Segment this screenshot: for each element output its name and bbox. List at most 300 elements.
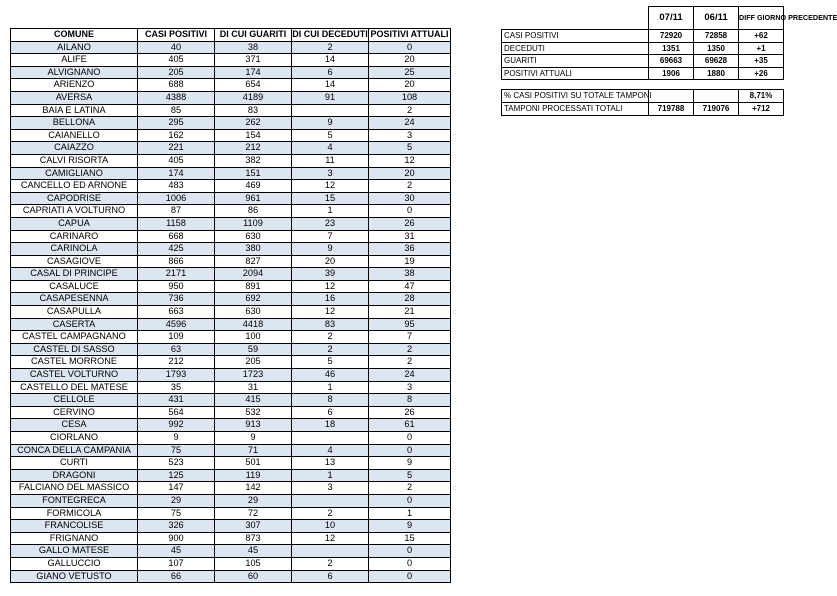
guariti-cell: 72 [215, 507, 292, 520]
guariti-cell: 174 [215, 66, 292, 79]
table-row [11, 91, 451, 104]
casi-positivi-cell: 295 [138, 117, 215, 130]
summary-row [502, 102, 784, 115]
casi-positivi-cell: 866 [138, 255, 215, 268]
table-row [11, 54, 451, 67]
deceduti-cell: 4 [292, 142, 369, 155]
casi-positivi-cell: 107 [138, 557, 215, 570]
table-row [11, 406, 451, 419]
summary-spacer-cell [694, 80, 739, 90]
summary-spacer-cell [739, 80, 784, 90]
table-row [11, 66, 451, 79]
casi-positivi-cell: 147 [138, 482, 215, 495]
table-row [11, 356, 451, 369]
casi-positivi-cell: 405 [138, 154, 215, 167]
guariti-cell: 29 [215, 494, 292, 507]
summary-table [501, 6, 837, 116]
summary-row [502, 55, 784, 68]
casi-positivi-cell: 85 [138, 104, 215, 117]
table-row [11, 432, 451, 445]
positivi-attuali-cell: 2 [369, 104, 451, 117]
table-row [11, 104, 451, 117]
table-row [11, 482, 451, 495]
casi-positivi-cell: 75 [138, 507, 215, 520]
deceduti-cell: 12 [292, 532, 369, 545]
guariti-cell: 38 [215, 41, 292, 54]
casi-positivi-cell: 66 [138, 570, 215, 583]
table-row [11, 154, 451, 167]
deceduti-cell: 1 [292, 205, 369, 218]
positivi-attuali-cell: 2 [369, 482, 451, 495]
summary-spacer-row [502, 80, 784, 90]
guariti-cell: 2094 [215, 268, 292, 281]
summary-value: +35 [739, 55, 784, 68]
positivi-attuali-cell: 36 [369, 243, 451, 256]
summary-value: 719076 [694, 102, 739, 115]
summary-spacer-cell [649, 80, 694, 90]
casi-positivi-cell: 663 [138, 306, 215, 319]
table-row [11, 255, 451, 268]
comune-cell: FALCIANO DEL MASSICO [11, 482, 138, 495]
positivi-attuali-cell: 28 [369, 293, 451, 306]
table-row [11, 243, 451, 256]
deceduti-cell: 10 [292, 520, 369, 533]
table-row [11, 268, 451, 281]
comuni-table [10, 28, 451, 583]
summary-row [502, 90, 784, 103]
deceduti-cell: 6 [292, 406, 369, 419]
comune-cell: BELLONA [11, 117, 138, 130]
comune-cell: CAMIGLIANO [11, 167, 138, 180]
comune-cell: CANCELLO ED ARNONE [11, 180, 138, 193]
deceduti-cell: 18 [292, 419, 369, 432]
deceduti-cell [292, 104, 369, 117]
header-deceduti: DI CUI DECEDUTI [292, 29, 369, 42]
summary-row [502, 30, 784, 43]
comune-cell: CASAPESENNA [11, 293, 138, 306]
guariti-cell: 119 [215, 469, 292, 482]
summary-value [694, 90, 739, 103]
comune-cell: CASAGIOVE [11, 255, 138, 268]
positivi-attuali-cell: 2 [369, 356, 451, 369]
deceduti-cell: 6 [292, 66, 369, 79]
table-row [11, 180, 451, 193]
positivi-attuali-cell: 0 [369, 494, 451, 507]
positivi-attuali-cell: 15 [369, 532, 451, 545]
table-row [11, 230, 451, 243]
positivi-attuali-cell: 19 [369, 255, 451, 268]
summary-row [502, 67, 784, 80]
casi-positivi-cell: 221 [138, 142, 215, 155]
casi-positivi-cell: 212 [138, 356, 215, 369]
summary-header-blank [502, 7, 649, 30]
summary-value: 719788 [649, 102, 694, 115]
summary-label: GUARITI [502, 55, 649, 68]
comune-cell: CASTEL VOLTURNO [11, 369, 138, 382]
casi-positivi-cell: 483 [138, 180, 215, 193]
guariti-cell: 630 [215, 306, 292, 319]
deceduti-cell: 12 [292, 280, 369, 293]
positivi-attuali-cell: 26 [369, 217, 451, 230]
guariti-cell: 891 [215, 280, 292, 293]
positivi-attuali-cell: 5 [369, 142, 451, 155]
table-row [11, 331, 451, 344]
comune-cell: DRAGONI [11, 469, 138, 482]
deceduti-cell: 13 [292, 457, 369, 470]
guariti-cell: 45 [215, 545, 292, 558]
summary-value: 69628 [694, 55, 739, 68]
positivi-attuali-cell: 2 [369, 343, 451, 356]
table-row [11, 217, 451, 230]
positivi-attuali-cell: 9 [369, 520, 451, 533]
casi-positivi-cell: 63 [138, 343, 215, 356]
comune-cell: CASALUCE [11, 280, 138, 293]
comune-cell: CAPRIATI A VOLTURNO [11, 205, 138, 218]
guariti-cell: 654 [215, 79, 292, 92]
deceduti-cell: 9 [292, 117, 369, 130]
summary-label: DECEDUTI [502, 42, 649, 55]
deceduti-cell: 20 [292, 255, 369, 268]
casi-positivi-cell: 87 [138, 205, 215, 218]
comune-cell: CERVINO [11, 406, 138, 419]
summary-value: 1351 [649, 42, 694, 55]
casi-positivi-cell: 4388 [138, 91, 215, 104]
summary-value: 1880 [694, 67, 739, 80]
summary-label: % CASI POSITIVI SU TOTALE TAMPONI [502, 90, 649, 103]
deceduti-cell: 46 [292, 369, 369, 382]
deceduti-cell: 39 [292, 268, 369, 281]
table-row [11, 306, 451, 319]
positivi-attuali-cell: 26 [369, 406, 451, 419]
table-row [11, 41, 451, 54]
deceduti-cell: 7 [292, 230, 369, 243]
deceduti-cell: 5 [292, 356, 369, 369]
casi-positivi-cell: 1793 [138, 369, 215, 382]
table-row [11, 570, 451, 583]
comune-cell: FRIGNANO [11, 532, 138, 545]
comune-cell: FORMICOLA [11, 507, 138, 520]
deceduti-cell: 2 [292, 343, 369, 356]
summary-label: TAMPONI PROCESSATI TOTALI [502, 102, 649, 115]
deceduti-cell: 11 [292, 154, 369, 167]
guariti-cell: 205 [215, 356, 292, 369]
positivi-attuali-cell: 3 [369, 381, 451, 394]
positivi-attuali-cell: 1 [369, 507, 451, 520]
positivi-attuali-cell: 0 [369, 432, 451, 445]
table-row [11, 167, 451, 180]
casi-positivi-cell: 40 [138, 41, 215, 54]
summary-value: 1350 [694, 42, 739, 55]
casi-positivi-cell: 668 [138, 230, 215, 243]
deceduti-cell: 1 [292, 381, 369, 394]
table-row [11, 494, 451, 507]
positivi-attuali-cell: 9 [369, 457, 451, 470]
guariti-cell: 469 [215, 180, 292, 193]
positivi-attuali-cell: 108 [369, 91, 451, 104]
guariti-cell: 371 [215, 54, 292, 67]
comune-cell: CAIANELLO [11, 129, 138, 142]
casi-positivi-cell: 45 [138, 545, 215, 558]
comune-cell: GIANO VETUSTO [11, 570, 138, 583]
table-row [11, 507, 451, 520]
summary-value: 8,71% [739, 90, 784, 103]
casi-positivi-cell: 688 [138, 79, 215, 92]
comune-cell: AILANO [11, 41, 138, 54]
casi-positivi-cell: 29 [138, 494, 215, 507]
casi-positivi-cell: 205 [138, 66, 215, 79]
comune-cell: CASAL DI PRINCIPE [11, 268, 138, 281]
deceduti-cell: 91 [292, 91, 369, 104]
comune-cell: CASERTA [11, 318, 138, 331]
deceduti-cell [292, 432, 369, 445]
table-row [11, 205, 451, 218]
summary-value: 1906 [649, 67, 694, 80]
guariti-cell: 913 [215, 419, 292, 432]
header-positivi-attuali: POSITIVI ATTUALI [369, 29, 451, 42]
positivi-attuali-cell: 20 [369, 79, 451, 92]
comune-cell: CAPODRISE [11, 192, 138, 205]
table-row [11, 129, 451, 142]
summary-value: +712 [739, 102, 784, 115]
comune-cell: CALVI RISORTA [11, 154, 138, 167]
comune-cell: ALVIGNANO [11, 66, 138, 79]
comune-cell: CAPUA [11, 217, 138, 230]
positivi-attuali-cell: 47 [369, 280, 451, 293]
summary-value: 72858 [694, 30, 739, 43]
guariti-cell: 154 [215, 129, 292, 142]
positivi-attuali-cell: 24 [369, 117, 451, 130]
guariti-cell: 961 [215, 192, 292, 205]
comune-cell: CELLOLE [11, 394, 138, 407]
positivi-attuali-cell: 0 [369, 205, 451, 218]
header-comune: COMUNE [11, 29, 138, 42]
comune-cell: ALIFE [11, 54, 138, 67]
table-row [11, 545, 451, 558]
summary-spacer-cell [502, 80, 649, 90]
deceduti-cell [292, 494, 369, 507]
comuni-table-body [11, 41, 451, 583]
deceduti-cell: 1 [292, 469, 369, 482]
guariti-cell: 59 [215, 343, 292, 356]
casi-positivi-cell: 425 [138, 243, 215, 256]
deceduti-cell: 16 [292, 293, 369, 306]
guariti-cell: 100 [215, 331, 292, 344]
positivi-attuali-cell: 38 [369, 268, 451, 281]
casi-positivi-cell: 162 [138, 129, 215, 142]
summary-value: +62 [739, 30, 784, 43]
positivi-attuali-cell: 20 [369, 167, 451, 180]
summary-header-diff: DIFF GIORNO PRECEDENTE [739, 7, 784, 30]
header-guariti: DI CUI GUARITI [215, 29, 292, 42]
table-row [11, 532, 451, 545]
positivi-attuali-cell: 12 [369, 154, 451, 167]
guariti-cell: 873 [215, 532, 292, 545]
positivi-attuali-cell: 0 [369, 444, 451, 457]
comune-cell: CONCA DELLA CAMPANIA [11, 444, 138, 457]
positivi-attuali-cell: 5 [369, 469, 451, 482]
casi-positivi-cell: 431 [138, 394, 215, 407]
guariti-cell: 151 [215, 167, 292, 180]
summary-label: POSITIVI ATTUALI [502, 67, 649, 80]
comune-cell: CURTI [11, 457, 138, 470]
guariti-cell: 827 [215, 255, 292, 268]
positivi-attuali-cell: 8 [369, 394, 451, 407]
deceduti-cell: 4 [292, 444, 369, 457]
casi-positivi-cell: 564 [138, 406, 215, 419]
guariti-cell: 382 [215, 154, 292, 167]
summary-row [502, 42, 784, 55]
table-row [11, 142, 451, 155]
guariti-cell: 83 [215, 104, 292, 117]
summary-value: 69663 [649, 55, 694, 68]
table-row [11, 520, 451, 533]
casi-positivi-cell: 174 [138, 167, 215, 180]
deceduti-cell: 23 [292, 217, 369, 230]
casi-positivi-cell: 9 [138, 432, 215, 445]
guariti-cell: 630 [215, 230, 292, 243]
guariti-cell: 262 [215, 117, 292, 130]
casi-positivi-cell: 75 [138, 444, 215, 457]
positivi-attuali-cell: 0 [369, 545, 451, 558]
summary-value [649, 90, 694, 103]
table-row [11, 469, 451, 482]
casi-positivi-cell: 523 [138, 457, 215, 470]
positivi-attuali-cell: 0 [369, 570, 451, 583]
guariti-cell: 9 [215, 432, 292, 445]
casi-positivi-cell: 405 [138, 54, 215, 67]
casi-positivi-cell: 2171 [138, 268, 215, 281]
deceduti-cell: 14 [292, 54, 369, 67]
comune-cell: CIORLANO [11, 432, 138, 445]
casi-positivi-cell: 35 [138, 381, 215, 394]
guariti-cell: 4189 [215, 91, 292, 104]
table-row [11, 117, 451, 130]
casi-positivi-cell: 4596 [138, 318, 215, 331]
deceduti-cell [292, 545, 369, 558]
summary-header-date-1: 07/11 [649, 7, 694, 30]
table-row [11, 369, 451, 382]
deceduti-cell: 2 [292, 557, 369, 570]
casi-positivi-cell: 1158 [138, 217, 215, 230]
deceduti-cell: 83 [292, 318, 369, 331]
guariti-cell: 501 [215, 457, 292, 470]
casi-positivi-cell: 950 [138, 280, 215, 293]
header-casi-positivi: CASI POSITIVI [138, 29, 215, 42]
casi-positivi-cell: 736 [138, 293, 215, 306]
comune-cell: GALLUCCIO [11, 557, 138, 570]
deceduti-cell: 9 [292, 243, 369, 256]
comuni-header-row [11, 29, 451, 42]
positivi-attuali-cell: 24 [369, 369, 451, 382]
comune-cell: BAIA E LATINA [11, 104, 138, 117]
positivi-attuali-cell: 30 [369, 192, 451, 205]
table-row [11, 280, 451, 293]
table-row [11, 318, 451, 331]
comune-cell: CASTELLO DEL MATESE [11, 381, 138, 394]
casi-positivi-cell: 109 [138, 331, 215, 344]
casi-positivi-cell: 125 [138, 469, 215, 482]
comune-cell: CASTEL DI SASSO [11, 343, 138, 356]
comune-cell: FONTEGRECA [11, 494, 138, 507]
table-row [11, 343, 451, 356]
deceduti-cell: 12 [292, 306, 369, 319]
table-row [11, 381, 451, 394]
summary-header-date-2: 06/11 [694, 7, 739, 30]
summary-value: 72920 [649, 30, 694, 43]
comune-cell: CASTEL MORRONE [11, 356, 138, 369]
positivi-attuali-cell: 61 [369, 419, 451, 432]
deceduti-cell: 3 [292, 167, 369, 180]
casi-positivi-cell: 900 [138, 532, 215, 545]
summary-value: +26 [739, 67, 784, 80]
guariti-cell: 142 [215, 482, 292, 495]
comune-cell: CARINARO [11, 230, 138, 243]
positivi-attuali-cell: 7 [369, 331, 451, 344]
positivi-attuali-cell: 31 [369, 230, 451, 243]
deceduti-cell: 6 [292, 570, 369, 583]
deceduti-cell: 2 [292, 331, 369, 344]
table-row [11, 394, 451, 407]
positivi-attuali-cell: 20 [369, 54, 451, 67]
comune-cell: CASTEL CAMPAGNANO [11, 331, 138, 344]
positivi-attuali-cell: 0 [369, 557, 451, 570]
guariti-cell: 380 [215, 243, 292, 256]
guariti-cell: 71 [215, 444, 292, 457]
deceduti-cell: 2 [292, 41, 369, 54]
summary-table-body [502, 30, 784, 116]
guariti-cell: 86 [215, 205, 292, 218]
deceduti-cell: 5 [292, 129, 369, 142]
guariti-cell: 60 [215, 570, 292, 583]
positivi-attuali-cell: 95 [369, 318, 451, 331]
comune-cell: CESA [11, 419, 138, 432]
guariti-cell: 4418 [215, 318, 292, 331]
casi-positivi-cell: 326 [138, 520, 215, 533]
comune-cell: CARINOLA [11, 243, 138, 256]
deceduti-cell: 15 [292, 192, 369, 205]
guariti-cell: 1723 [215, 369, 292, 382]
deceduti-cell: 8 [292, 394, 369, 407]
table-row [11, 419, 451, 432]
comune-cell: ARIENZO [11, 79, 138, 92]
guariti-cell: 212 [215, 142, 292, 155]
guariti-cell: 532 [215, 406, 292, 419]
comune-cell: AVERSA [11, 91, 138, 104]
table-row [11, 444, 451, 457]
summary-label: CASI POSITIVI [502, 30, 649, 43]
deceduti-cell: 12 [292, 180, 369, 193]
guariti-cell: 692 [215, 293, 292, 306]
positivi-attuali-cell: 0 [369, 41, 451, 54]
deceduti-cell: 2 [292, 507, 369, 520]
summary-value: +1 [739, 42, 784, 55]
guariti-cell: 1109 [215, 217, 292, 230]
table-row [11, 457, 451, 470]
positivi-attuali-cell: 2 [369, 180, 451, 193]
casi-positivi-cell: 992 [138, 419, 215, 432]
table-row [11, 293, 451, 306]
deceduti-cell: 14 [292, 79, 369, 92]
guariti-cell: 31 [215, 381, 292, 394]
comune-cell: CAIAZZO [11, 142, 138, 155]
positivi-attuali-cell: 25 [369, 66, 451, 79]
comune-cell: GALLO MATESE [11, 545, 138, 558]
summary-header-row [502, 7, 784, 30]
guariti-cell: 307 [215, 520, 292, 533]
comune-cell: CASAPULLA [11, 306, 138, 319]
comune-cell: FRANCOLISE [11, 520, 138, 533]
positivi-attuali-cell: 21 [369, 306, 451, 319]
